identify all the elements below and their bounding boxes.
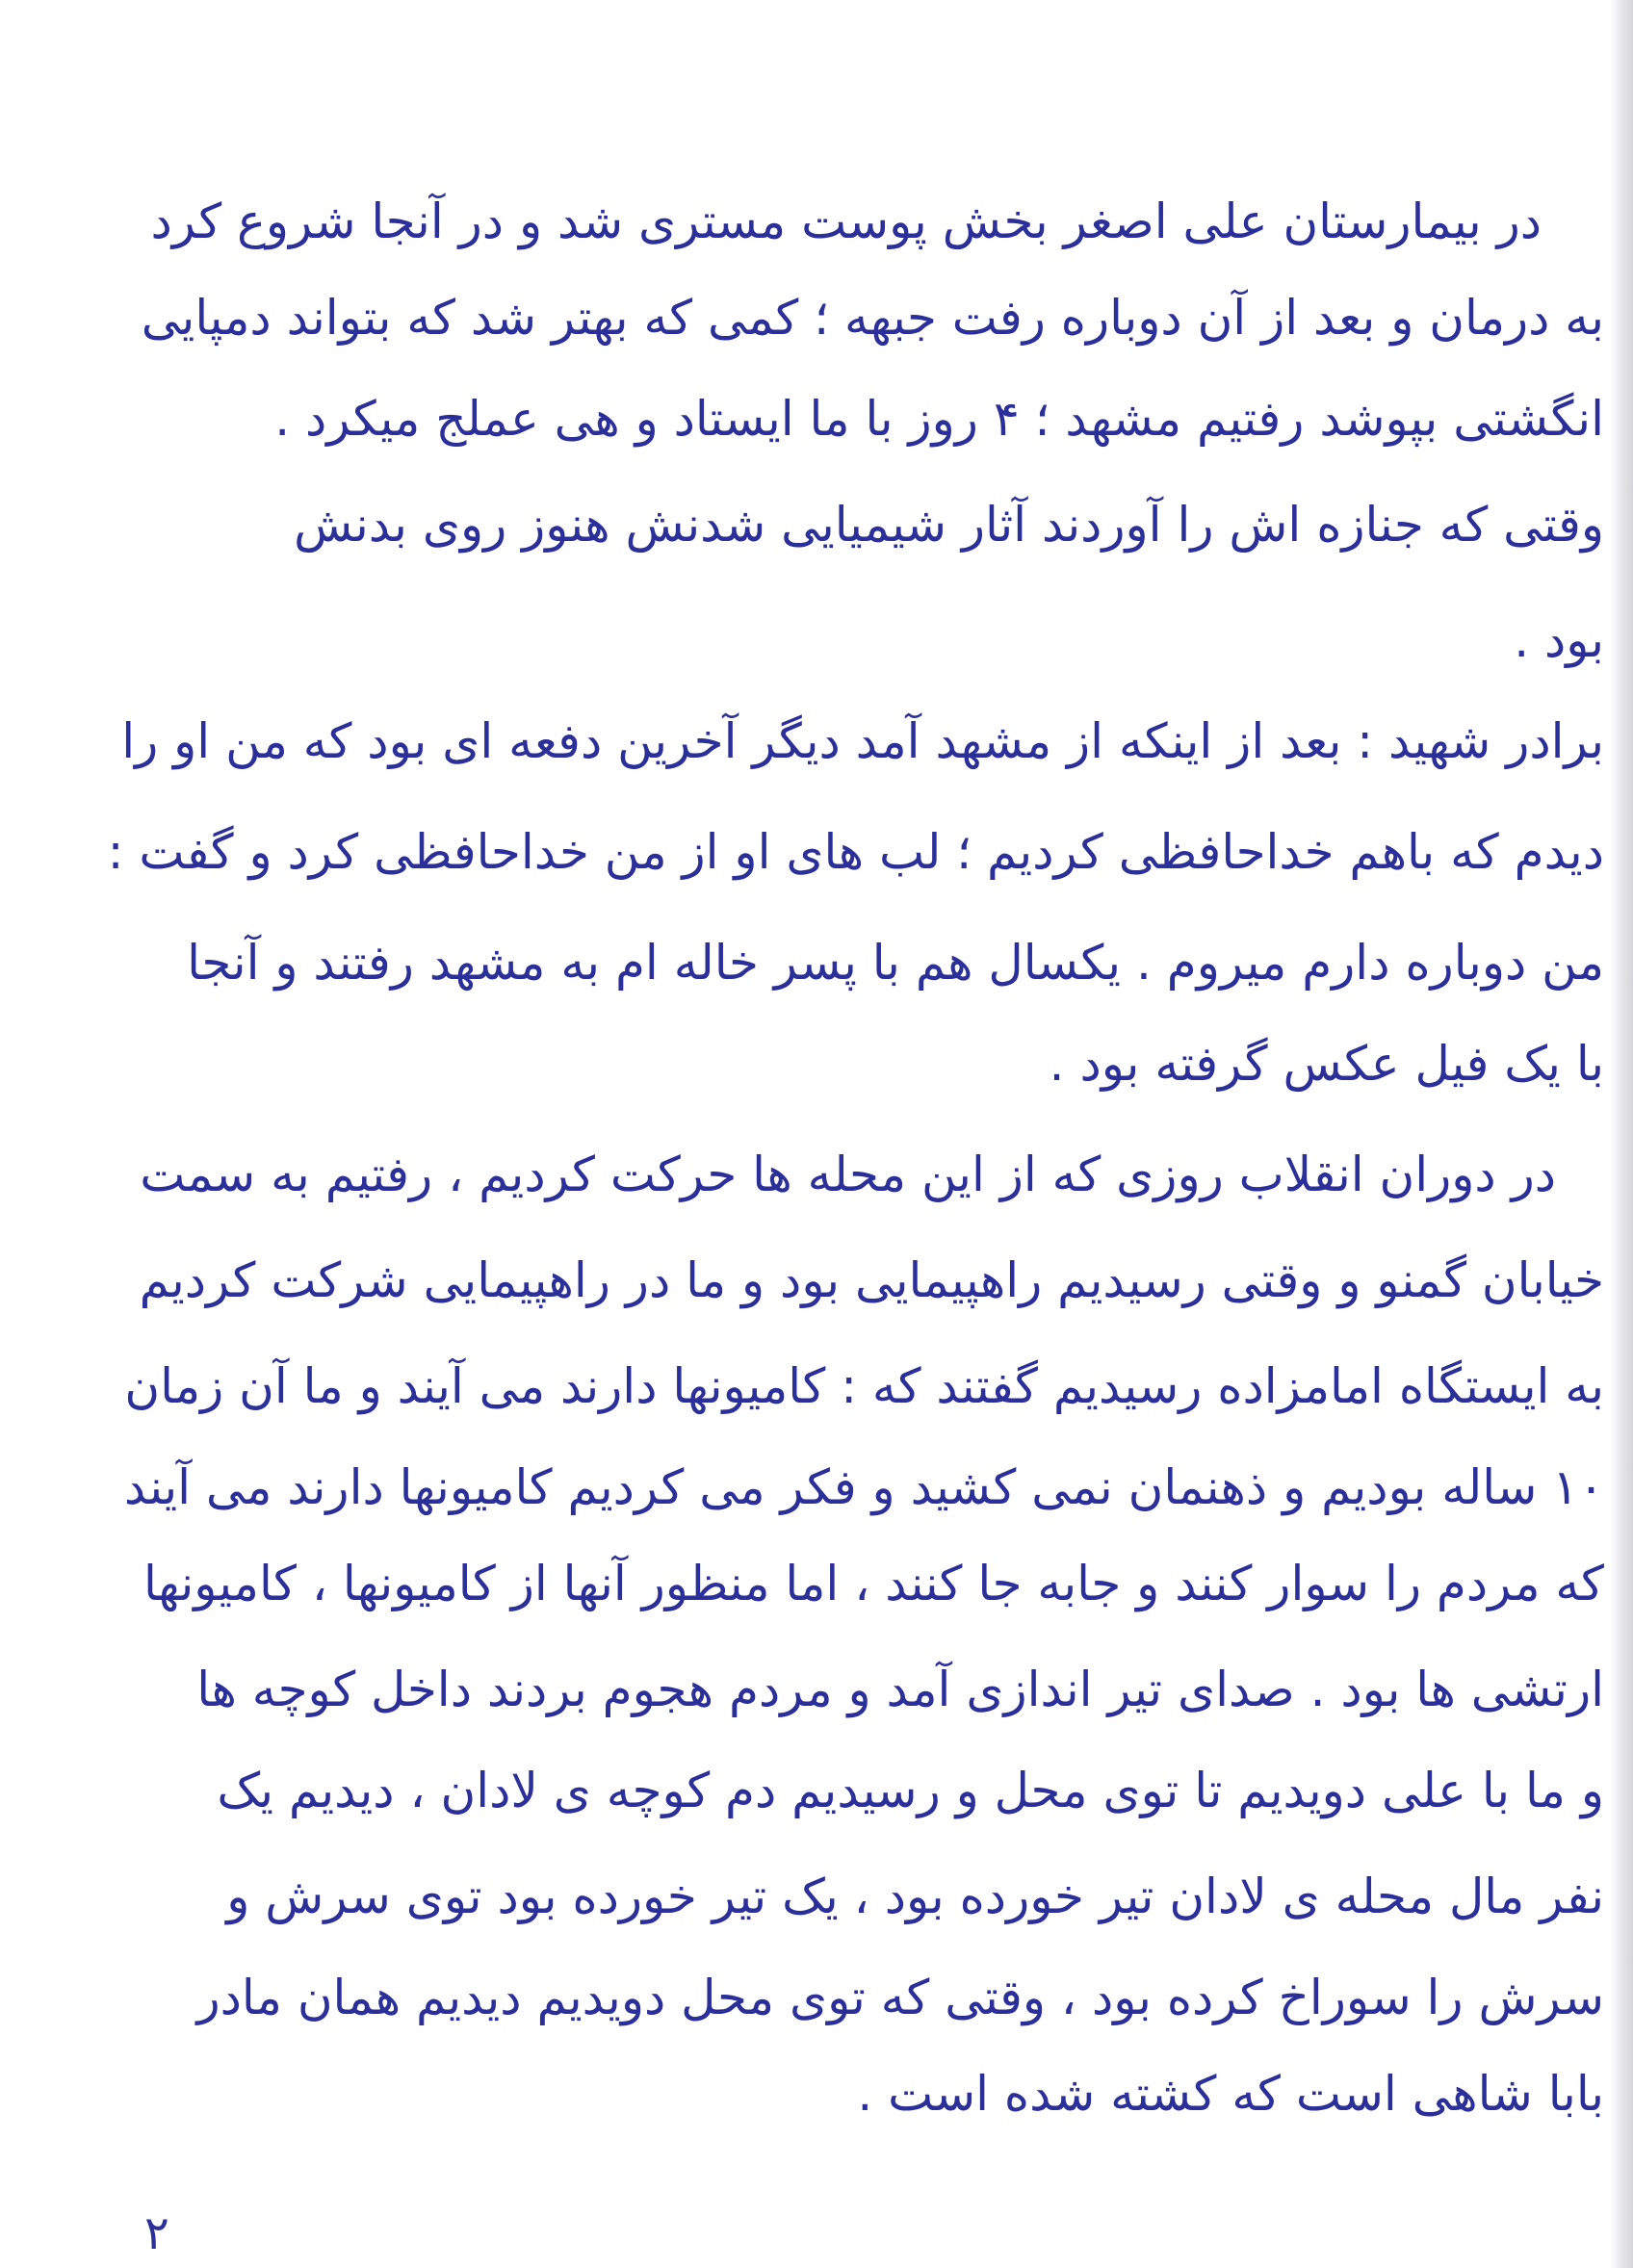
manuscript-line: در بیمارستان علی اصغر بخش پوست مستری شد و در آنجا شروع کرد	[150, 193, 1542, 249]
manuscript-line: خیابان گمنو و وقتی رسیدیم راهپیمایی بود و ما در راهپیمایی شرکت کردیم	[139, 1252, 1604, 1308]
manuscript-line: من دوباره دارم میروم . یکسال هم با پسر خاله ام به مشهد رفتند و آنجا	[187, 935, 1604, 991]
manuscript-line: سرش را سوراخ کرده بود ، وقتی که توی محل دویدیم دیدیم همان مادر	[196, 1970, 1604, 2025]
page-number: ۲	[144, 2206, 169, 2260]
manuscript-line: به ایستگاه امامزاده رسیدیم گفتند که : کامیونها دارند می آیند و ما آن زمان	[124, 1358, 1604, 1414]
manuscript-line: به درمان و بعد از آن دوباره رفت جبهه ؛ کمی که بهتر شد که بتواند دمپایی	[141, 290, 1604, 346]
manuscript-line: که مردم را سوار کنند و جابه جا کنند ، اما منظور آنها از کامیونها ، کامیونها	[143, 1556, 1604, 1611]
manuscript-line: ۱۰ ساله بودیم و ذهنمان نمی کشید و فکر می کردیم کامیونها دارند می آیند	[123, 1459, 1604, 1515]
manuscript-line: در دوران انقلاب روزی که از این محله ها حرکت کردیم ، رفتیم به سمت	[140, 1147, 1556, 1202]
manuscript-line: ارتشی ها بود . صدای تیر اندازی آمد و مردم هجوم بردند داخل کوچه ها	[196, 1662, 1604, 1717]
manuscript-line: بود .	[1514, 612, 1604, 668]
manuscript-line: انگشتی بپوشد رفتیم مشهد ؛ ۴ روز با ما ایستاد و هی عملج میکرد .	[274, 391, 1604, 447]
manuscript-line: با یک فیل عکس گرفته بود .	[1049, 1036, 1604, 1092]
manuscript-line: و ما با علی دویدیم تا توی محل و رسیدیم دم کوچه ی لادان ، دیدیم یک	[217, 1763, 1604, 1818]
manuscript-line: بابا شاهی است که کشته شده است .	[857, 2066, 1604, 2122]
manuscript-line: دیدم که باهم خداحافظی کردیم ؛ لب های او از من خداحافظی کرد و گفت :	[107, 824, 1604, 880]
manuscript-line: برادر شهید : بعد از اینکه از مشهد آمد دیگر آخرین دفعه ای بود که من او را	[121, 713, 1604, 769]
manuscript-line: وقتی که جنازه اش را آوردند آثار شیمیایی شدنش هنوز روی بدنش	[294, 497, 1604, 553]
manuscript-line: نفر مال محله ی لادان تیر خورده بود ، یک تیر خورده بود توی سرش و	[226, 1869, 1604, 1924]
